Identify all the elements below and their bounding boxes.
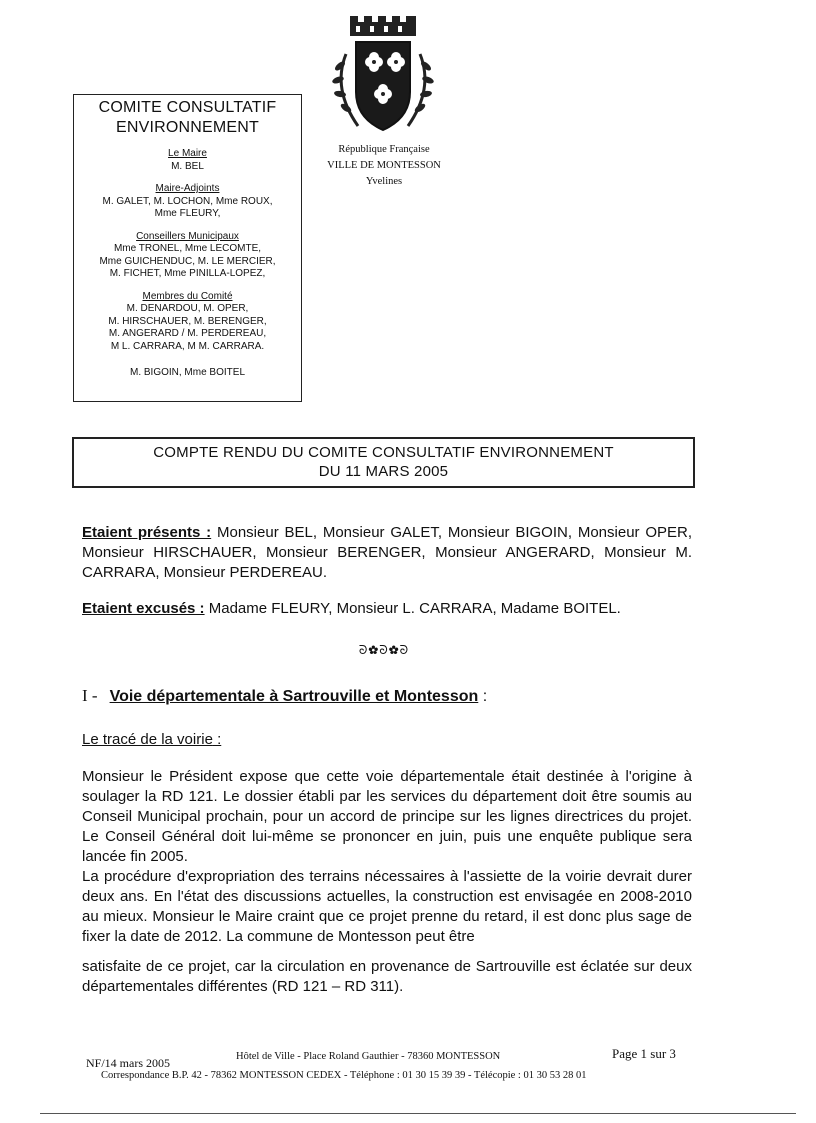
committee-group-members xyxy=(74,291,301,354)
paragraph-3: satisfaite de ce projet, car la circulation en provenance de Sartrouville est éclatée sur deux départementales différentes (RD 121 – RD 311). xyxy=(82,958,692,995)
excused-label: Etaient excusés : xyxy=(82,600,205,617)
issuer-block xyxy=(318,142,450,190)
page-number: Page 1 sur 3 xyxy=(612,1046,676,1061)
committee-title-line1: COMITE CONSULTATIF xyxy=(98,99,277,116)
group-heading: Conseillers Municipaux xyxy=(136,230,239,242)
group-line: M. ANGERARD / M. PERDEREAU, xyxy=(108,328,267,339)
group-line: M. BEL xyxy=(171,160,204,172)
present-paragraph xyxy=(82,523,692,583)
group-heading: Maire-Adjoints xyxy=(155,183,220,194)
subheading xyxy=(82,731,221,748)
report-title-line2: DU 11 MARS 2005 xyxy=(318,463,449,480)
bottom-rule xyxy=(40,1113,796,1114)
excused-paragraph xyxy=(82,599,692,619)
report-title-box xyxy=(72,437,695,488)
report-title-line1: COMPTE RENDU DU COMITE CONSULTATIF ENVIRONNEMENT xyxy=(153,444,614,461)
footer-contact: Correspondance B.P. 42 - 78362 MONTESSON CEDEX - Téléphone : 01 30 15 39 39 - Télécopie : 01 30 53 28 01 xyxy=(101,1070,587,1081)
subheading-text: Le tracé de la voirie xyxy=(82,731,213,748)
city-crest-icon xyxy=(328,14,438,142)
group-line: M. DENARDOU, M. OPER, xyxy=(126,303,249,314)
present-label: Etaient présents : xyxy=(82,524,212,541)
body-paragraphs xyxy=(82,767,692,947)
group-line: M. FICHET, Mme PINILLA-LOPEZ, xyxy=(109,268,266,279)
committee-group-mayor xyxy=(74,148,301,173)
committee-group-deputies xyxy=(74,183,301,221)
group-line: M. HIRSCHAUER, M. BERENGER, xyxy=(108,315,267,327)
subheading-suffix: : xyxy=(212,731,222,748)
paragraph-1: Monsieur le Président expose que cette voie départementale était destinée à l'origine à soulager la RD 121. Le dossier établi par les services du département doit être soumis au Conseil Municipal prochain, pour un accord de principe sur les lignes directrices du projet. Le Conseil Général doit lui-même se prononcer en juin, puis une enquête publique sera lancée fin 2005. xyxy=(82,768,692,865)
paragraph-2: La procédure d'expropriation des terrains nécessaires à l'assiette de la voirie devrait durer deux ans. En l'état des discussions actuelles, la construction est envisagée en 2008-2010 au mieux. Monsieur le Maire craint que ce projet prenne du retard, il est donc plus sage de fixer la date de 2012. La commune de Montesson peut être xyxy=(82,868,692,945)
group-line: Mme GUICHENDUC, M. LE MERCIER, xyxy=(99,255,276,267)
group-line: M L. CARRARA, M M. CARRARA. xyxy=(110,340,265,352)
excused-names: Madame FLEURY, Monsieur L. CARRARA, Madame BOITEL. xyxy=(208,600,621,617)
group-line: Mme FLEURY, xyxy=(154,208,221,219)
committee-last-line: M. BIGOIN, Mme BOITEL xyxy=(129,367,245,378)
section-heading xyxy=(82,686,692,706)
department-name: Yvelines xyxy=(365,176,403,187)
footer-reference: NF/14 mars 2005 xyxy=(86,1056,170,1070)
group-line: Mme TRONEL, Mme LECOMTE, xyxy=(113,243,262,254)
committee-group-councillors xyxy=(74,231,301,281)
ornament-divider: ᘐ✿ᘐ✿ᘐ xyxy=(358,643,410,657)
city-name: VILLE DE MONTESSON xyxy=(327,160,441,171)
footer-address: Hôtel de Ville - Place Roland Gauthier - 78360 MONTESSON xyxy=(236,1051,501,1062)
group-heading: Le Maire xyxy=(168,148,207,159)
group-line: M. GALET, M. LOCHON, Mme ROUX, xyxy=(102,195,273,207)
section-title: Voie départementale à Sartrouville et Montesson xyxy=(109,688,479,705)
section-number: I - xyxy=(82,686,98,705)
committee-title-line2: ENVIRONNEMENT xyxy=(115,119,260,136)
republic-label: République Française xyxy=(338,144,430,155)
group-heading: Membres du Comité xyxy=(142,290,233,302)
section-title-suffix: : xyxy=(478,688,488,705)
present-names: Monsieur BEL, Monsieur GALET, Monsieur BIGOIN, Monsieur OPER, Monsieur HIRSCHAUER, Monsieur BERENGER, Monsieur ANGERARD, Monsieur M. CARRARA, Monsieur PERDEREAU. xyxy=(82,524,693,581)
committee-box xyxy=(73,94,302,402)
